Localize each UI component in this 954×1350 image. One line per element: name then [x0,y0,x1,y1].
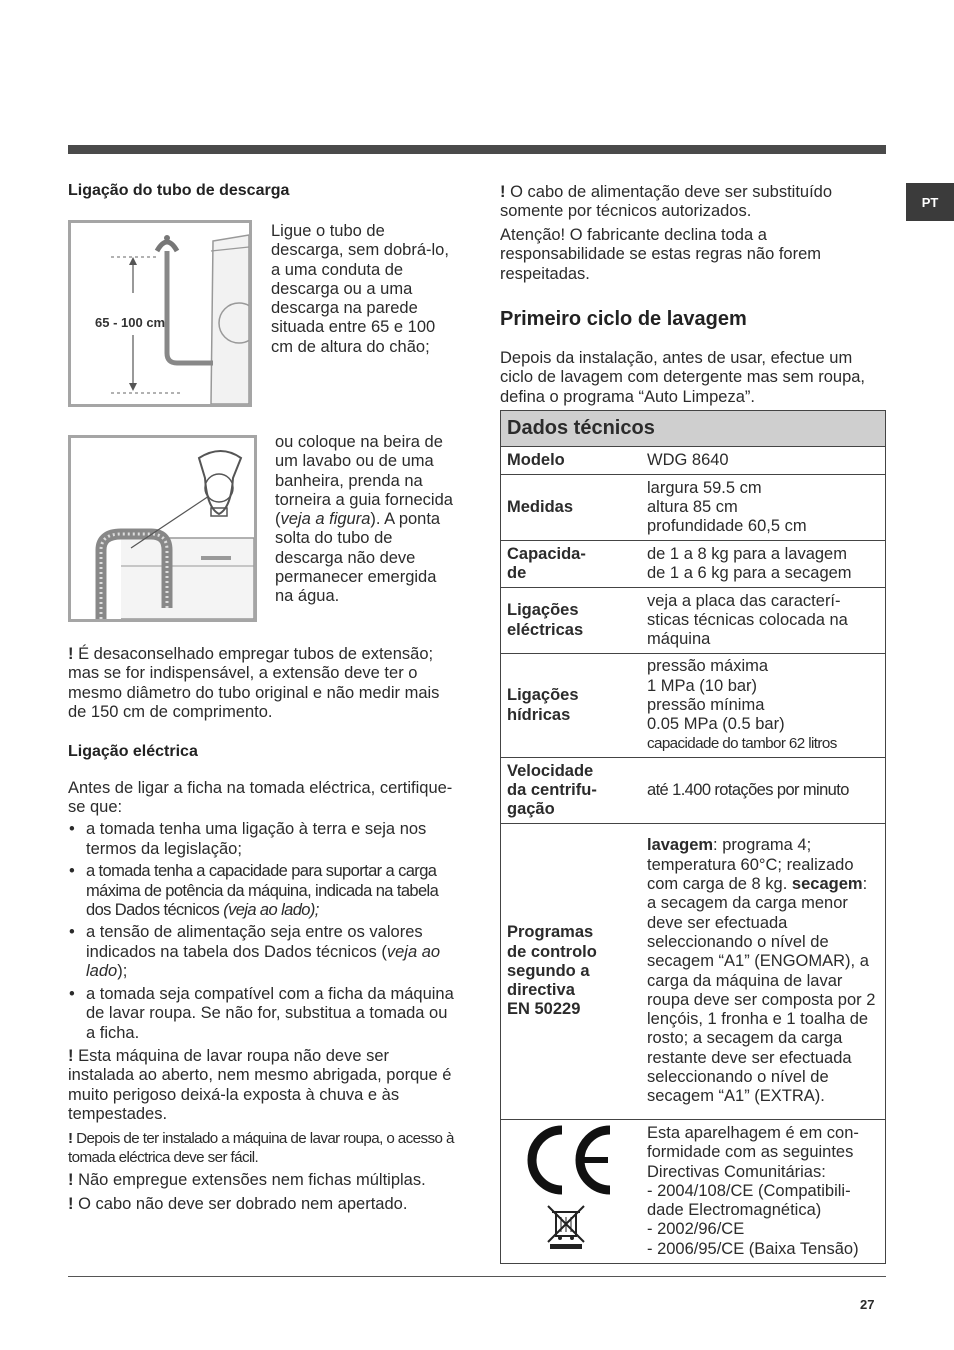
electric-checklist [68,820,454,1042]
row-label: Modelo [501,447,636,475]
list-item: • a tomada tenha uma ligação à terra e seja nos termos da legislação; [68,820,454,859]
row-value: lavagem: programa 4; temperatura 60°C; realizado com carga de 8 kg. secagem: a secagem da carga menor deve ser efectuada seleccionando o nível de secagem “A1” (ENGOMAR), a carga da máquina de lavar roupa deve ser composta por 2 lençóis, 1 fronha e 1 toalha de rosto; a secagem da carga restante deve ser efectuada seleccionando o nível de secagem “A1” (EXTRA). [635,824,886,1120]
drain-hose-figure-wall [68,220,252,407]
warning-mark: ! [500,183,506,201]
drain-sink-text [275,433,453,607]
table-row [501,588,886,654]
warning-mark: ! [68,1171,74,1190]
warning-mark: ! [68,1129,73,1147]
row-value: de 1 a 8 kg para a lavagem de 1 a 6 kg para a secagem [635,541,886,588]
list-item: • a tensão de alimentação seja entre os valores indicados na tabela dos Dados técnicos (veja ao lado); [68,923,454,981]
list-item: • a tomada seja compatível com a ficha da máquina de lavar roupa. Se não for, substitua a tomada ou a ficha. [68,985,454,1043]
row-label: Medidas [501,475,636,541]
warning-mark: ! [68,1046,74,1065]
ce-marking-cell [501,1120,636,1264]
weee-bin-icon [548,1206,584,1249]
row-value: Esta aparelhagem é em con- formidade com as seguintes Directivas Comunitárias: - 2004/108/CE (Compatibili- dade Electromagnética) - 2002/96/CE - 2006/95/CE (Baixa Tensão) [635,1120,886,1264]
drain-sink-text-part1: ou coloque na beira de um lavabo ou de uma banheira, prenda na torneira a guia fornecida ( [275,433,453,529]
drain-wall-text: Ligue o tubo de descarga, sem dobrá-lo, a uma conduta de descarga ou a uma descarga na parede situada entre 65 e 100 cm de altura do chão; [271,222,449,356]
height-range-label: 65 - 100 cm [95,315,166,330]
warning-mark: ! [68,645,74,663]
warning-outdoor: ! Esta máquina de lavar roupa não deve ser instalada ao aberto, nem mesmo abrigada, porque é muito perigoso deixá-la exposta à chuva e às tempestades. [68,1046,452,1124]
language-tab: PT [906,183,954,221]
warning-socket-access: ! Depois de ter instalado a máquina de lavar roupa, o acesso à tomada eléctrica deve ser fácil. [68,1129,454,1166]
row-label: Programas de controlo segundo a directiva EN 50229 [501,824,636,1120]
footer-rule [68,1276,886,1277]
table-title: Dados técnicos [501,411,886,447]
table-row [501,475,886,541]
first-cycle-text: Depois da instalação, antes de usar, efectue um ciclo de lavagem com detergente mas sem roupa, defina o programa “Auto Limpeza”. [500,349,866,406]
table-row [501,541,886,588]
attention-note: Atenção! O fabricante declina toda a responsabilidade se estas regras não forem respeitadas. [500,225,822,283]
row-value: até 1.400 rotações por minuto [635,758,886,824]
row-value: veja a placa das caracterí- sticas técnicas colocada na máquina [635,588,886,654]
warning-mark: ! [68,1194,74,1213]
drain-sink-text-italic: veja a figura [280,510,371,529]
table-row [501,824,886,1120]
row-value: largura 59.5 cm altura 85 cm profundidade 60,5 cm [635,475,886,541]
row-label: Velocidade da centrifu- gação [501,758,636,824]
drain-sink-text-part2: ). A ponta solta do tubo de descarga não deve permanecer emergida na água. [275,510,441,606]
table-row [501,758,886,824]
row-value: WDG 8640 [635,447,886,475]
row-label: Capacida- de [501,541,636,588]
list-item: • a tomada tenha a capacidade para suportar a carga máxima de potência da máquina, indicada na tabela dos Dados técnicos (veja ao lado); [68,862,454,920]
electric-connection-heading: Ligação eléctrica [68,742,198,760]
page-number: 27 [860,1297,875,1312]
sink-edge-drain-illustration [71,438,254,619]
warning-extensions: ! Não empregue extensões nem fichas múltiplas. [68,1171,426,1190]
first-cycle-heading: Primeiro ciclo de lavagem [500,308,747,331]
drain-hose-figure-sink [68,435,257,622]
washing-machine-wall-drain-illustration [71,223,249,404]
table-row [501,654,886,758]
row-value: pressão máxima 1 MPa (10 bar) pressão mínima 0.05 MPa (0.5 bar) capacidade do tambor 62 litros [635,654,886,758]
row-label: Ligações hídricas [501,654,636,758]
electric-intro: Antes de ligar a ficha na tomada eléctrica, certifique-se que: [68,778,453,817]
table-row [501,447,886,475]
drain-hose-heading: Ligação do tubo de descarga [68,182,290,199]
warning-cable-replace: ! O cabo de alimentação deve ser substituído somente por técnicos autorizados. [500,183,833,221]
warning-cable-bend: ! O cabo não deve ser dobrado nem apertado. [68,1194,408,1213]
ce-mark-icon [518,1124,618,1254]
table-row [501,1120,886,1264]
header-bar [68,145,886,154]
technical-data-table [500,410,886,1264]
row-label: Ligações eléctricas [501,588,636,654]
extension-note: ! É desaconselhado empregar tubos de extensão; mas se for indispensável, a extensão deve ter o mesmo diâmetro do tubo original e não medir mais de 150 cm de comprimento. [68,645,440,722]
